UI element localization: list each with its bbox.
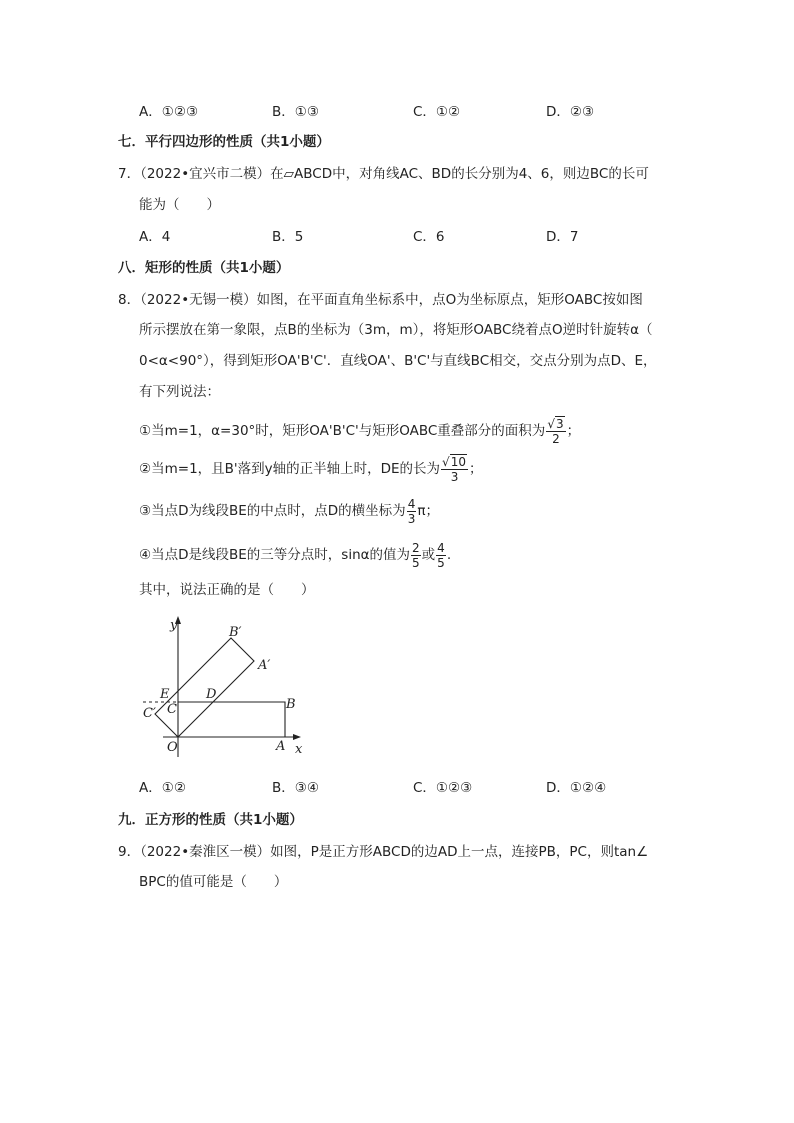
q7-option-c[interactable]: C．6 [413,229,445,245]
statement-4 [139,538,451,572]
statement-1-denominator: 2 [552,431,560,446]
statement-4-numerator-1: 2 [412,540,420,555]
q8-ask: 其中，说法正确的是（ ） [139,582,315,598]
statement-2-fraction [441,455,468,484]
statement-4-denominator-1: 5 [412,555,420,570]
statement-4-end: . [446,547,452,563]
q8-stem-line3: 0<α<90°），得到矩形OA'B'C'．直线OA'、B'C'与直线BC相交，交点分别为点D、E， [139,353,657,369]
q6-option-a[interactable]: A．①②③ [139,104,199,120]
q8-stem-line2: 所示摆放在第一象限，点B的坐标为（3m，m），将矩形OABC绕着点O逆时针旋转α（ [139,322,653,338]
statement-3-end: π； [417,503,439,519]
q6-option-c[interactable]: C．①② [413,104,461,120]
sqrt-sign: √ [547,416,555,431]
q8-option-d[interactable]: D．①②④ [546,780,607,796]
statement-3-text: ③当点D为线段BE的中点时，点D的横坐标为 [139,503,406,519]
label-o: O [167,740,178,755]
q8-option-c[interactable]: C．①②③ [413,780,473,796]
statement-3-numerator: 4 [407,496,416,511]
q8-stem-line1: 8．（2022•无锡一模）如图，在平面直角坐标系中，点O为坐标原点，矩形OABC按如图 [118,292,643,308]
q8-stem-line4: 有下列说法： [139,384,220,400]
statement-1-text: ①当m=1，α=30°时，矩形OA'B'C'与矩形OABC重叠部分的面积为 [139,423,546,439]
label-a: A [276,739,286,754]
statement-4-numerator-2: 4 [437,540,445,555]
x-axis-arrow [293,734,301,740]
statement-3 [139,494,439,528]
q6-option-b[interactable]: B．①③ [272,104,319,120]
label-e: E [160,687,170,702]
statement-4-denominator-2: 5 [437,555,445,570]
statement-4-or: 或 [421,547,436,563]
statement-1-end: ； [566,423,581,439]
rectangle-oa-b-c-rotated [155,638,254,737]
rotated-rectangle-figure [135,612,315,762]
label-x: x [295,742,303,757]
q6-option-d[interactable]: D．②③ [546,104,595,120]
statement-3-denominator: 3 [407,511,416,526]
q7-stem-line1: 7．（2022•宜兴市二模）在▱ABCD中，对角线AC、BD的长分别为4、6，则边BC的长可 [118,166,649,182]
label-b-prime: B′ [229,625,242,640]
statement-2-end: ； [468,461,483,477]
statement-2-text: ②当m=1，且B'落到y轴的正半轴上时，DE的长为 [139,461,441,477]
section-9-heading: 九．正方形的性质（共1小题） [118,812,303,828]
q7-stem-line2: 能为（ ） [139,197,220,213]
label-d: D [206,687,217,702]
statement-4-text: ④当点D是线段BE的三等分点时，sinα的值为 [139,547,411,563]
statement-1-radicand: 3 [555,416,564,431]
q8-option-a[interactable]: A．①② [139,780,186,796]
label-b: B [286,697,296,712]
statement-2-radicand: 10 [450,454,466,469]
q9-stem-line2: BPC的值可能是（ ） [139,874,288,890]
label-c-prime: C′ [143,706,156,721]
statement-1 [139,414,580,448]
label-y: y [170,618,178,633]
section-7-heading: 七．平行四边形的性质（共1小题） [118,134,330,150]
label-a-prime: A′ [258,658,271,673]
q8-option-b[interactable]: B．③④ [272,780,319,796]
q7-option-a[interactable]: A．4 [139,229,171,245]
statement-2-denominator: 3 [450,469,459,484]
label-c: C [167,702,177,717]
sqrt-sign: √ [442,454,450,469]
q9-stem-line1: 9．（2022•秦淮区一模）如图，P是正方形ABCD的边AD上一点，连接PB，PC，则tan∠ [118,844,649,860]
statement-2 [139,452,482,486]
statement-3-fraction [407,497,417,526]
section-8-heading: 八．矩形的性质（共1小题） [118,260,290,276]
q7-option-b[interactable]: B．5 [272,229,304,245]
q7-option-d[interactable]: D．7 [546,229,579,245]
statement-4-fraction-1 [411,541,421,570]
rectangle-oabc [178,702,285,737]
statement-4-fraction-2 [436,541,446,570]
statement-1-fraction [546,417,565,446]
